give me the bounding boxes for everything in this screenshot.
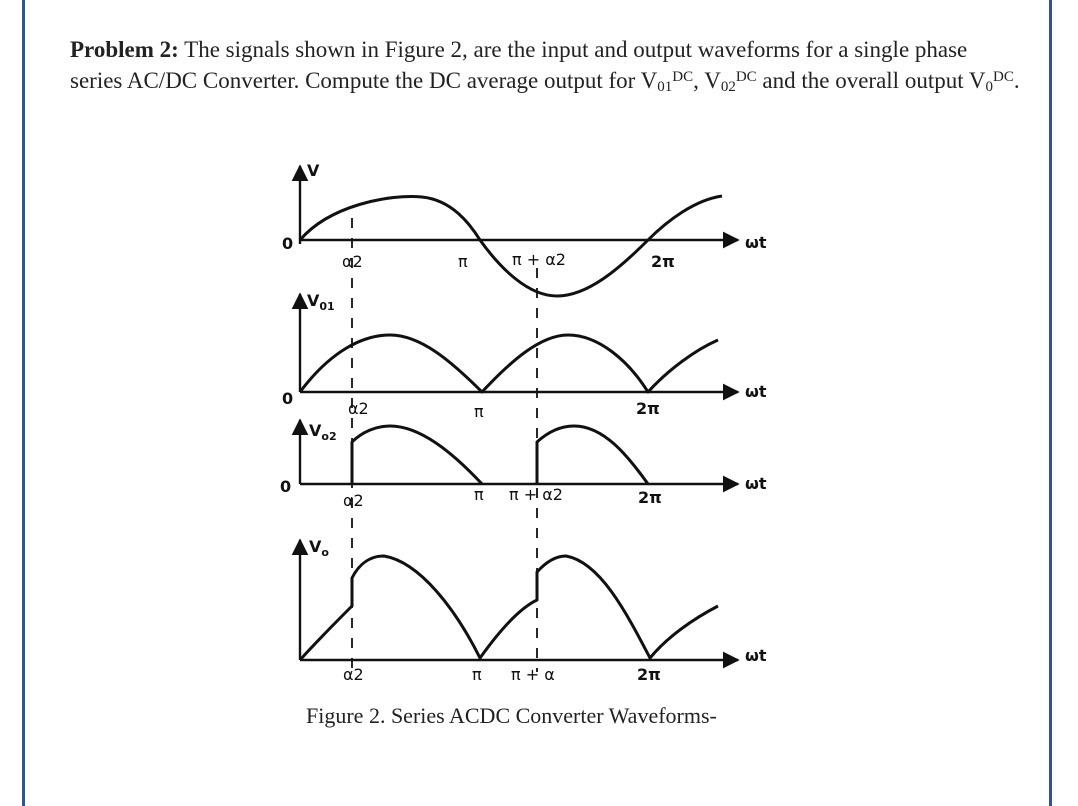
panel3-tick-pi-alpha2: π + α2 (509, 485, 563, 504)
panel1-sine-wave (300, 196, 722, 296)
panel1-tick-alpha2: α2 (342, 252, 363, 271)
panel2-tick-alpha2: α2 (348, 399, 369, 418)
problem-intro: The signals shown in Figure 2, are the input and output waveforms for a single phase series AC/DC Converter. Compute the DC average output for V (70, 37, 968, 93)
panel-v01 (282, 291, 767, 421)
panel4-tick-pi-alpha: π + α (511, 665, 555, 684)
v02-subscript: 02 (720, 79, 736, 95)
panel4-tick-pi: π (472, 665, 482, 684)
figure-caption: Figure 2. Series ACDC Converter Waveforms- (306, 703, 717, 728)
panel1-tick-2pi: 2π (651, 252, 675, 271)
v01-superscript: DC (672, 69, 694, 85)
panel3-y-label (309, 421, 337, 443)
panel2-tick-pi: π (474, 402, 484, 421)
panel4-y-sub: o (321, 546, 329, 559)
panel2-origin: 0 (282, 389, 294, 408)
panel-input-v (282, 161, 767, 296)
panel-v02 (280, 420, 767, 510)
panel4-y-letter: V (309, 537, 322, 556)
middle-text: and the overall output V (756, 68, 986, 93)
separator-text: , V (693, 68, 721, 93)
panel3-controlled-wave (352, 426, 648, 484)
panel-vo (300, 537, 767, 684)
panel3-y-letter: V (309, 421, 322, 440)
panel2-y-letter: V (307, 291, 320, 310)
panel2-tick-2pi: 2π (636, 399, 660, 418)
panel3-x-axis-label: ωt (745, 474, 767, 493)
v0-superscript: DC (993, 69, 1014, 85)
panel3-y-sub: o2 (321, 430, 337, 443)
panel3-origin: 0 (280, 477, 292, 496)
panel4-tick-alpha2: α2 (343, 665, 364, 684)
panel2-x-axis-label: ωt (745, 382, 767, 401)
panel2-rectified-wave (300, 335, 718, 392)
panel2-y-sub: 01 (319, 300, 335, 313)
panel1-y-label: V (307, 161, 320, 180)
panel2-y-label (307, 291, 335, 313)
panel1-tick-pi: π (458, 252, 468, 271)
panel1-x-axis-label: ωt (745, 233, 767, 252)
panel4-y-label (309, 537, 329, 559)
panel1-origin: 0 (282, 234, 294, 253)
v0-subscript: 0 (985, 79, 994, 95)
v01-subscript: 01 (657, 79, 673, 95)
panel3-tick-pi: π (474, 485, 484, 504)
v02-superscript: DC (735, 69, 757, 85)
panel4-overall-wave (300, 556, 718, 660)
panel3-tick-2pi: 2π (638, 488, 662, 507)
end-text: . (1013, 68, 1020, 93)
problem-heading: Problem 2: (70, 37, 179, 62)
panel3-tick-alpha2: α2 (343, 491, 364, 510)
panel4-tick-2pi: 2π (637, 665, 661, 684)
panel4-x-axis-label: ωt (745, 646, 767, 665)
panel1-tick-pi-alpha2: π + α2 (512, 250, 566, 269)
